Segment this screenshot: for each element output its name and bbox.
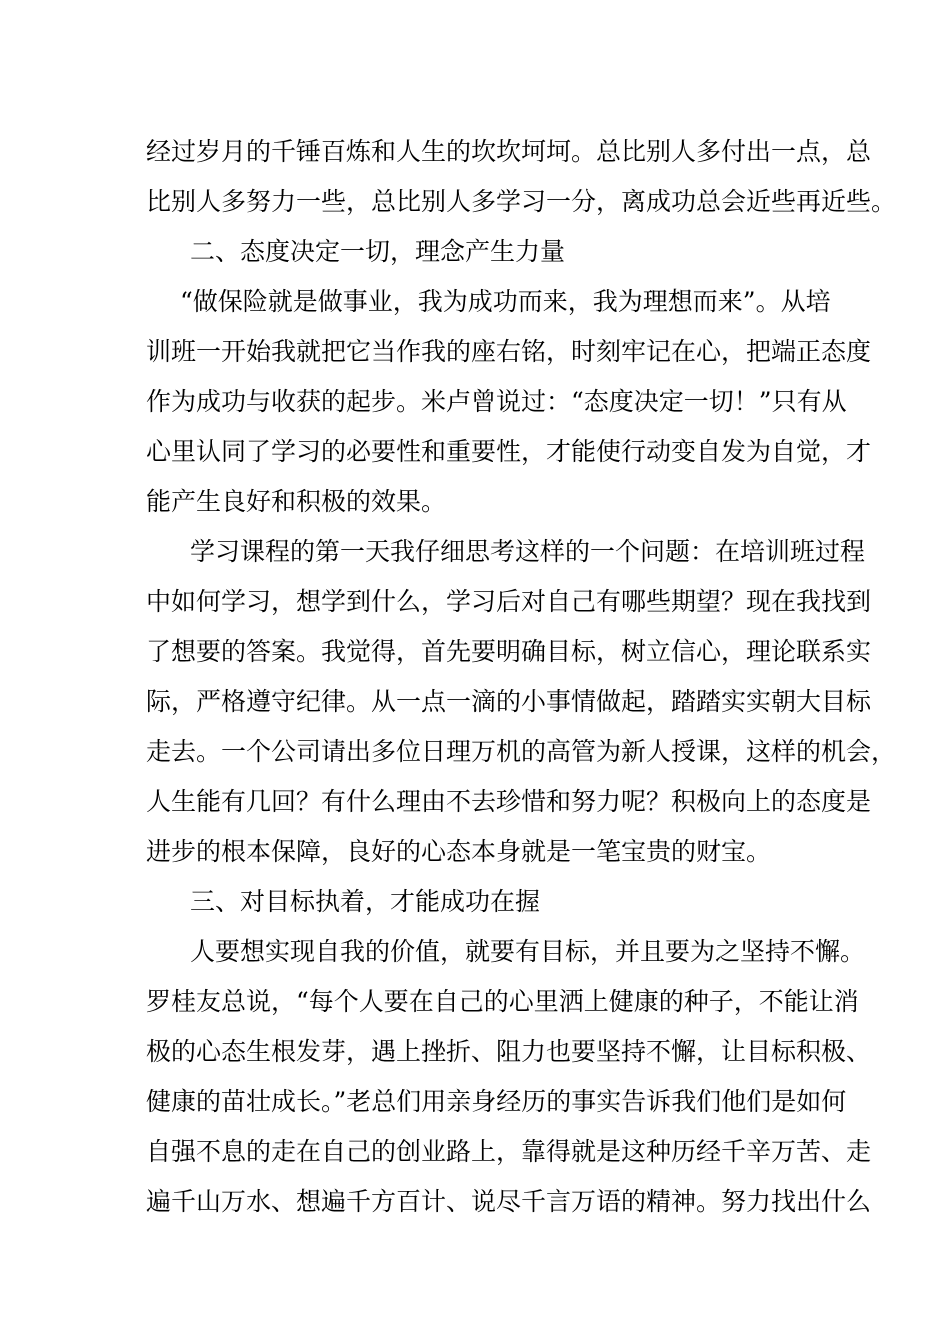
text-line: 训班一开始我就把它当作我的座右铭，时刻牢记在心，把端正态度 [146,337,872,366]
text-line: 进步的根本保障，良好的心态本身就是一笔宝贵的财宝。 [146,837,772,866]
text-line: 人要想实现自我的价值，就要有目标，并且要为之坚持不懈。 [190,937,866,966]
text-line: 人生能有几回？有什么理由不去珍惜和努力呢？积极向上的态度是 [146,787,872,816]
text-line: 健康的苗壮成长。”老总们用亲身经历的事实告诉我们他们是如何 [146,1087,847,1116]
section-heading: 二、态度决定一切，理念产生力量 [190,237,566,266]
text-line: 作为成功与收获的起步。米卢曾说过：“态度决定一切！”只有从 [146,387,847,416]
text-line: 极的心态生根发芽，遇上挫折、阻力也要坚持不懈，让目标积极、 [146,1037,872,1066]
text-line: 中如何学习，想学到什么，学习后对自己有哪些期望？现在我找到 [146,587,872,616]
text-line: 了想要的答案。我觉得，首先要明确目标，树立信心，理论联系实 [146,637,872,666]
text-line: 走去。一个公司请出多位日理万机的高管为新人授课，这样的机会， [146,737,897,766]
text-line: 学习课程的第一天我仔细思考这样的一个问题：在培训班过程 [190,537,866,566]
text-line: 自强不息的走在自己的创业路上，靠得就是这种历经千辛万苦、走 [146,1137,872,1166]
text-line: 比别人多努力一些，总比别人多学习一分，离成功总会近些再近些。 [146,187,897,216]
text-line: 际，严格遵守纪律。从一点一滴的小事情做起，踏踏实实朝大目标 [146,687,872,716]
text-line: 能产生良好和积极的效果。 [146,487,447,516]
text-line: 经过岁月的千锤百炼和人生的坎坎坷坷。总比别人多付出一点，总 [146,137,872,166]
section-heading: 三、对目标执着，才能成功在握 [190,887,541,916]
text-line: “做保险就是做事业，我为成功而来，我为理想而来”。从培 [180,287,831,316]
text-line: 心里认同了学习的必要性和重要性，才能使行动变自发为自觉，才 [146,437,872,466]
text-line: 遍千山万水、想遍千方百计、说尽千言万语的精神。努力找出什么 [146,1187,872,1216]
text-line: 罗桂友总说，“每个人要在自己的心里洒上健康的种子，不能让消 [146,987,859,1016]
